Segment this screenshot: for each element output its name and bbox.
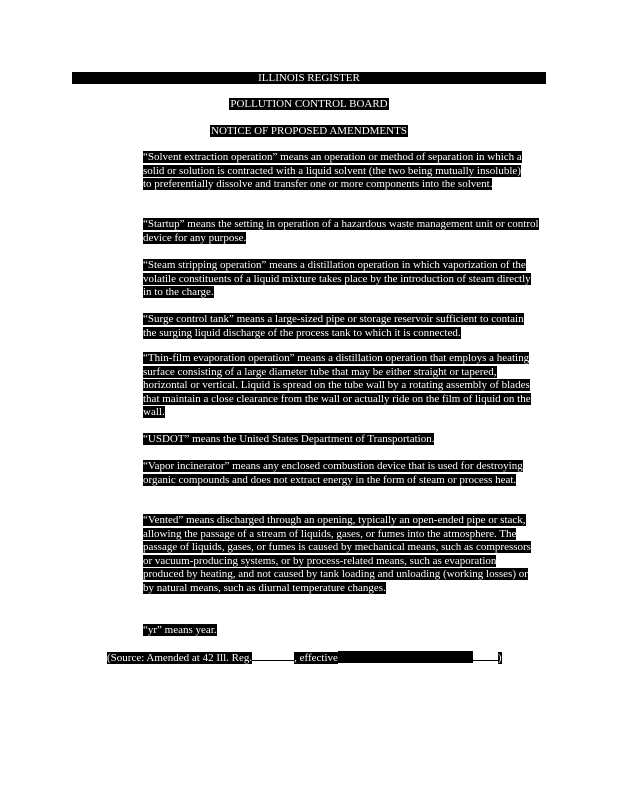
definition-vapor-incinerator: [143, 460, 533, 487]
register-header: ILLINOIS REGISTER: [72, 72, 546, 84]
source-suffix: ): [497, 652, 502, 664]
register-page-blank: [252, 650, 294, 661]
definition-surge-control-tank: [143, 313, 538, 340]
effective-date-blank: [338, 651, 473, 663]
source-middle: , effective: [294, 652, 338, 664]
definition-steam-stripping: [143, 259, 538, 300]
definition-thin-film-evaporation: [143, 352, 538, 420]
definition-text: “Startup” means the setting in operation of a hazardous waste management unit or control device for any purpose.: [143, 218, 539, 244]
board-title: [0, 98, 618, 111]
notice-title-text: NOTICE OF PROPOSED AMENDMENTS: [211, 125, 407, 137]
definition-text: “Steam stripping operation” means a distillation operation in which vaporization of the volatile constituents of a liquid mixture takes place by the introduction of steam directly in to the charge.: [143, 259, 531, 298]
definition-startup: [143, 218, 543, 245]
definition-text: “yr” means year.: [143, 624, 217, 636]
definition-vented: [143, 514, 538, 595]
source-note: [107, 650, 502, 665]
source-prefix: (Source: Amended at 42 Ill. Reg.: [107, 652, 253, 664]
definition-text: “Solvent extraction operation” means an operation or method of separation in which a solid or solution is contracted with a liquid solvent (the two being mutually insoluble) to preferentially dissolve and transfer one or more components into the solvent.: [143, 151, 522, 190]
definition-yr: [143, 624, 538, 638]
definition-text: “USDOT” means the United States Department of Transportation.: [143, 433, 435, 445]
notice-title: [0, 125, 618, 138]
definition-text: “Surge control tank” means a large-sized pipe or storage reservoir sufficient to contain the surging liquid discharge of the process tank to which it is connected.: [143, 313, 524, 339]
definition-solvent-extraction: [143, 151, 523, 192]
definition-text: “Vented” means discharged through an opening, typically an open-ended pipe or stack, allowing the passage of a stream of liquids, gases, or fumes into the atmosphere. The passage of liquids, gases, or fumes is caused by mechanical means, such as compressors or vacuum-producing systems, or by process-related means, such as evaporation produced by heating, and not caused by tank loading and unloading (working losses) or by natural means, such as diurnal temperature changes.: [143, 514, 531, 594]
effective-date-blank-end: [473, 650, 498, 661]
definition-text: “Thin-film evaporation operation” means a distillation operation that employs a heating surface consisting of a large diameter tube that may be either straight or tapered, horizontal or vertical. Liquid is spread on the tube wall by a rotating assembly of blades that maintain a close clearance from the wall or actually ride on the film of liquid on the wall.: [143, 352, 531, 418]
definition-usdot: [143, 433, 543, 447]
board-title-text: POLLUTION CONTROL BOARD: [230, 98, 388, 110]
definition-text: “Vapor incinerator” means any enclosed combustion device that is used for destroying organic compounds and does not extract energy in the form of steam or process heat.: [143, 460, 523, 486]
